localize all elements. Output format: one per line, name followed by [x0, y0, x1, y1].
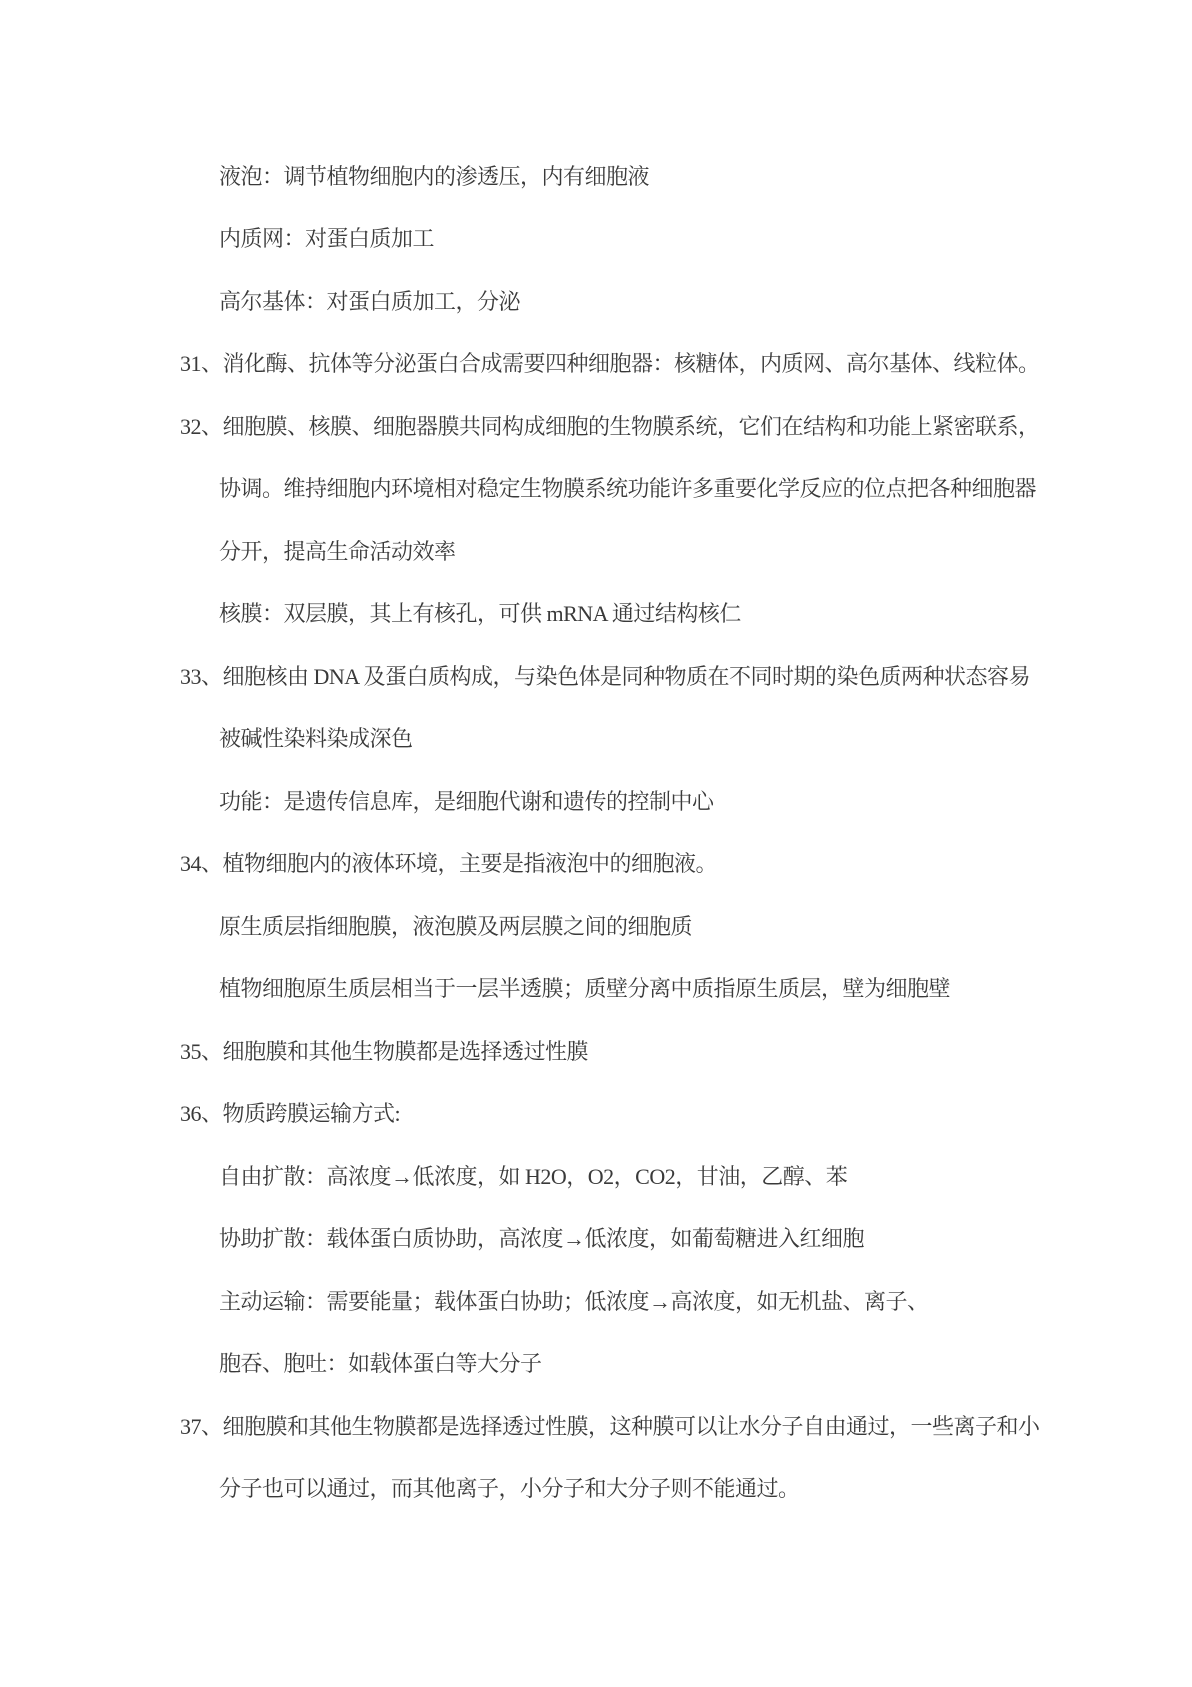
doc-line-18: 协助扩散：载体蛋白质协助，高浓度→低浓度，如葡萄糖进入红细胞 [219, 1226, 865, 1252]
doc-line-10: 被碱性染料染成深色 [219, 726, 413, 752]
doc-line-04-item-31: 31、消化酶、抗体等分泌蛋白合成需要四种细胞器：核糖体，内质网、高尔基体、线粒体。 [180, 351, 1040, 377]
doc-line-11: 功能：是遗传信息库，是细胞代谢和遗传的控制中心 [219, 788, 714, 814]
doc-line-17: 自由扩散：高浓度→低浓度，如 H2O，O2，CO2，甘油，乙醇、苯 [219, 1163, 848, 1189]
doc-line-14: 植物细胞原生质层相当于一层半透膜；质壁分离中质指原生质层，壁为细胞壁 [219, 976, 951, 1002]
doc-line-12-item-34: 34、植物细胞内的液体环境，主要是指液泡中的细胞液。 [180, 851, 718, 877]
doc-line-16-item-36: 36、物质跨膜运输方式: [180, 1101, 401, 1127]
doc-line-01: 液泡：调节植物细胞内的渗透压，内有细胞液 [219, 163, 650, 189]
doc-line-09-item-33: 33、细胞核由 DNA 及蛋白质构成，与染色体是同种物质在不同时期的染色质两种状态容易 [180, 663, 1030, 689]
doc-line-21-item-37: 37、细胞膜和其他生物膜都是选择透过性膜，这种膜可以让水分子自由通过，一些离子和小 [180, 1413, 1040, 1439]
doc-line-13: 原生质层指细胞膜，液泡膜及两层膜之间的细胞质 [219, 913, 693, 939]
doc-line-05-item-32: 32、细胞膜、核膜、细胞器膜共同构成细胞的生物膜系统，它们在结构和功能上紧密联系， [180, 413, 1040, 439]
doc-line-22: 分子也可以通过，而其他离子，小分子和大分子则不能通过。 [219, 1476, 800, 1502]
doc-line-02: 内质网：对蛋白质加工 [219, 226, 435, 252]
doc-line-06: 协调。维持细胞内环境相对稳定生物膜系统功能许多重要化学反应的位点把各种细胞器 [219, 476, 1037, 502]
doc-line-20: 胞吞、胞吐：如载体蛋白等大分子 [219, 1351, 542, 1377]
doc-line-03: 高尔基体：对蛋白质加工，分泌 [219, 288, 521, 314]
doc-line-07: 分开，提高生命活动效率 [219, 538, 456, 564]
doc-line-15-item-35: 35、细胞膜和其他生物膜都是选择透过性膜 [180, 1038, 589, 1064]
document-body [0, 144, 1192, 1519]
doc-line-08: 核膜：双层膜，其上有核孔，可供 mRNA 通过结构核仁 [219, 601, 741, 627]
doc-line-19: 主动运输：需要能量；载体蛋白协助；低浓度→高浓度，如无机盐、离子、 [219, 1288, 929, 1314]
